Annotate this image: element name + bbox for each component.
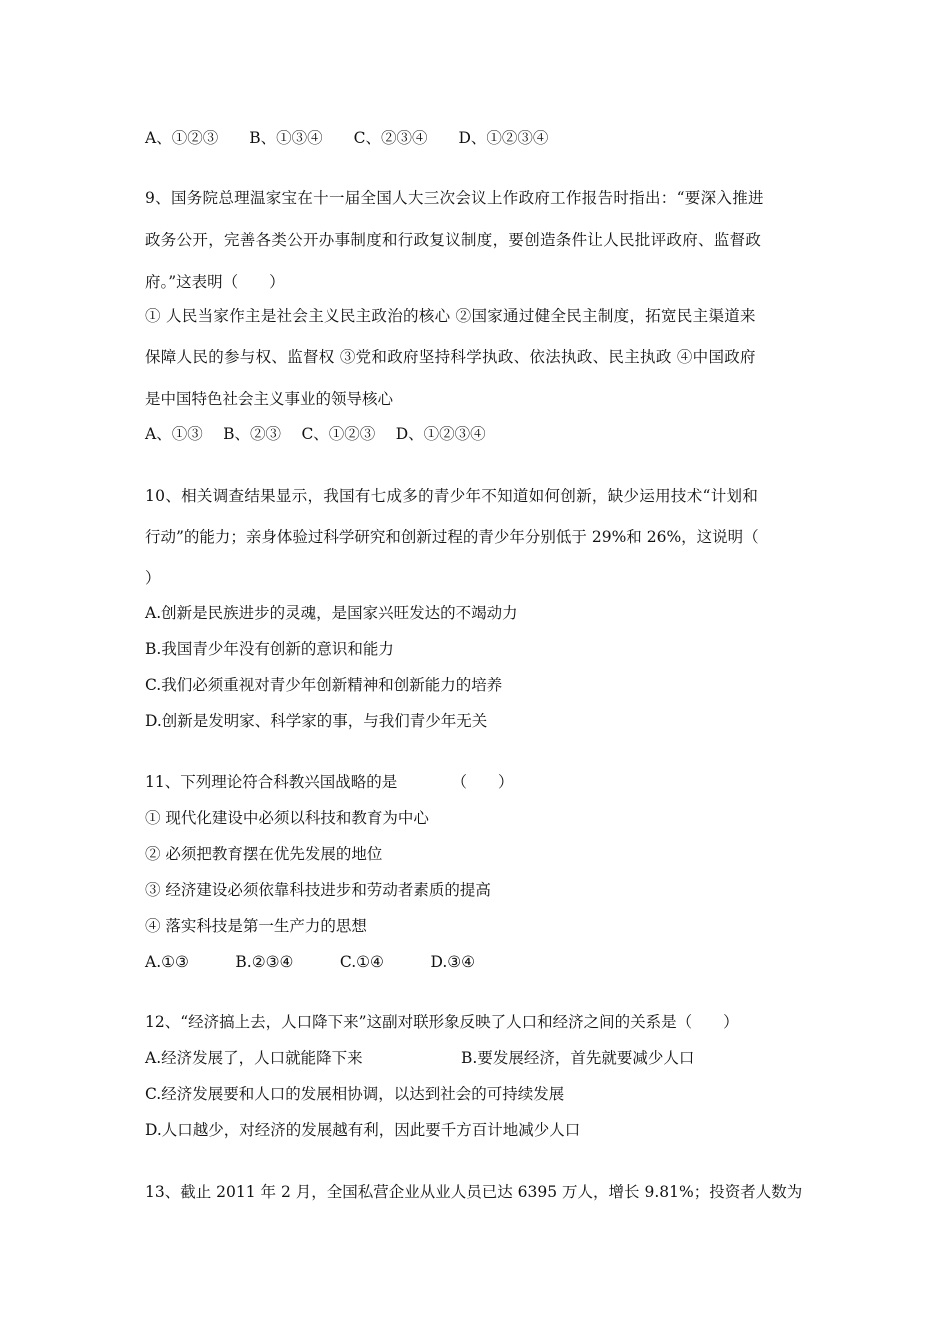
q12-stem: 12、“经济搞上去，人口降下来”这副对联形象反映了人口和经济之间的关系是（ ） bbox=[145, 1013, 739, 1031]
q12-option-a: A.经济发展了，人口就能降下来 bbox=[145, 1049, 363, 1067]
q9-stem-line-1: 9、国务院总理温家宝在十一届全国人大三次会议上作政府工作报告时指出：“要深入推进 bbox=[145, 189, 764, 207]
q11-item-2: ② 必须把教育摆在优先发展的地位 bbox=[145, 845, 383, 863]
q9-items-line-3: 是中国特色社会主义事业的领导核心 bbox=[145, 390, 394, 408]
q11-options: A.①③ B.②③④ C.①④ D.③④ bbox=[145, 953, 476, 971]
q11-stem: 11、下列理论符合科教兴国战略的是 （ ） bbox=[145, 773, 514, 791]
q9-items-line-1: ① 人民当家作主是社会主义民主政治的核心 ②国家通过健全民主制度，拓宽民主渠道来 bbox=[145, 307, 756, 325]
q10-option-b: B.我国青少年没有创新的意识和能力 bbox=[145, 640, 394, 658]
q8-options: A、①②③ B、①③④ C、②③④ D、①②③④ bbox=[145, 129, 549, 147]
q11-item-3: ③ 经济建设必须依靠科技进步和劳动者素质的提高 bbox=[145, 881, 491, 899]
q12-option-c: C.经济发展要和人口的发展相协调，以达到社会的可持续发展 bbox=[145, 1085, 565, 1103]
q10-option-d: D.创新是发明家、科学家的事，与我们青少年无关 bbox=[145, 712, 488, 730]
q10-stem-line-1: 10、相关调查结果显示，我国有七成多的青少年不知道如何创新，缺少运用技术“计划和 bbox=[145, 487, 759, 505]
q10-option-a: A.创新是民族进步的灵魂，是国家兴旺发达的不竭动力 bbox=[145, 604, 518, 622]
q10-stem-line-2: 行动”的能力；亲身体验过科学研究和创新过程的青少年分别低于 29%和 26%，这说明（ bbox=[145, 528, 759, 546]
q9-items-line-2: 保障人民的参与权、监督权 ③党和政府坚持科学执政、依法执政、民主执政 ④中国政府 bbox=[145, 348, 756, 366]
q10-stem-line-3: ） bbox=[145, 569, 161, 587]
q9-options: A、①③ B、②③ C、①②③ D、①②③④ bbox=[145, 425, 486, 443]
q9-stem-line-2: 政务公开，完善各类公开办事制度和行政复议制度，要创造条件让人民批评政府、监督政 bbox=[145, 231, 762, 249]
q13-stem-line-1: 13、截止 2011 年 2 月，全国私营企业从业人员已达 6395 万人，增长 9.81%；投资者人数为 bbox=[145, 1183, 803, 1201]
q11-item-4: ④ 落实科技是第一生产力的思想 bbox=[145, 917, 367, 935]
q9-stem-line-3: 府。”这表明（ ） bbox=[145, 273, 285, 291]
q10-option-c: C.我们必须重视对青少年创新精神和创新能力的培养 bbox=[145, 676, 503, 694]
q12-option-b: B.要发展经济，首先就要减少人口 bbox=[461, 1049, 695, 1067]
q11-item-1: ① 现代化建设中必须以科技和教育为中心 bbox=[145, 809, 429, 827]
q12-option-d: D.人口越少，对经济的发展越有利，因此要千方百计地减少人口 bbox=[145, 1121, 581, 1139]
